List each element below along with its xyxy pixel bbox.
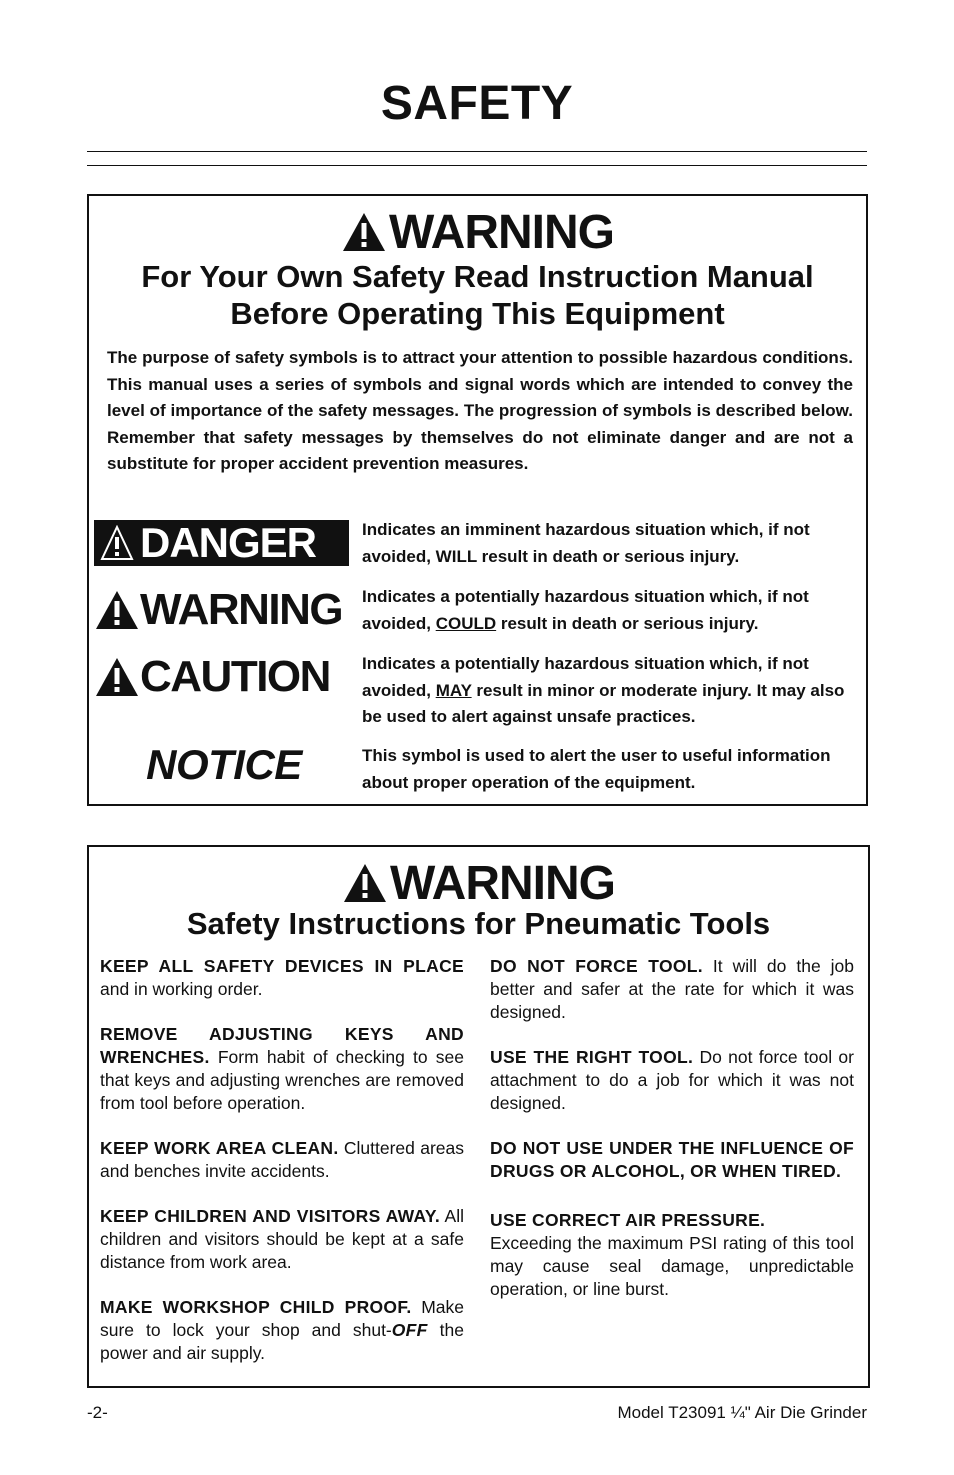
warning-banner-text: WARNING [389, 205, 614, 259]
caution-triangle-icon [94, 656, 140, 698]
instruction-item: USE CORRECT AIR PRESSURE. Exceeding the maximum PSI rating of this tool may cause seal damage, unpredictable operation, or line burst. [490, 1210, 854, 1299]
instruction-item: KEEP CHILDREN AND VISITORS AWAY. All children and visitors should be kept at a safe distance from work area. [100, 1206, 464, 1272]
warning-banner [89, 857, 868, 909]
safety-symbols-box [87, 194, 868, 806]
warning-desc-text: Indicates a potentially hazardous situation which, if not avoided, [362, 587, 809, 633]
danger-symbol [94, 520, 349, 566]
page-number: -2- [87, 1403, 108, 1422]
warning-triangle-icon [342, 862, 388, 904]
warning-triangle-icon [341, 211, 387, 253]
caution-label: CAUTION [140, 652, 330, 701]
instruction-item: DO NOT FORCE TOOL. It will do the job better and safer at the rate for which it was designed. [490, 956, 855, 1022]
pneumatic-subheading: Safety Instructions for Pneumatic Tools [186, 906, 771, 941]
warning-description [362, 584, 857, 637]
instruction-item: DO NOT USE UNDER THE INFLUENCE OF DRUGS OR ALCOHOL, OR WHEN TIRED. [490, 1138, 854, 1181]
instruction-item: KEEP WORK AREA CLEAN. Cluttered areas and benches invite accidents. [100, 1138, 464, 1181]
warning-banner [89, 206, 866, 258]
warning-triangle-icon [94, 589, 140, 631]
instructions-right-column [490, 955, 854, 1323]
notice-description: This symbol is used to alert the user to useful information about proper operation of the equipment. [362, 746, 831, 792]
instructions-left-column [100, 955, 464, 1387]
title-rule-top [87, 151, 867, 152]
danger-label: DANGER [140, 519, 317, 566]
caution-description [362, 651, 857, 731]
notice-label: NOTICE [146, 741, 302, 788]
page-title: SAFETY [380, 77, 574, 130]
instruction-item: KEEP ALL SAFETY DEVICES IN PLACE and in working order. [100, 956, 464, 999]
caution-desc-text-end: result in minor or moderate injury. It may also be used to alert against unsafe practices. [362, 680, 845, 727]
warning-desc-text-end: result in death or serious injury. [496, 613, 759, 633]
warning-label: WARNING [140, 585, 343, 634]
model-footer: Model T23091 ¼" Air Die Grinder [617, 1403, 867, 1422]
danger-description: Indicates an imminent hazardous situation which, if not avoided, WILL result in death or serious injury. [362, 520, 810, 566]
title-rule-bottom [87, 165, 867, 166]
warning-banner-text: WARNING [390, 856, 615, 910]
safety-intro-paragraph: The purpose of safety symbols is to attract your attention to possible hazardous conditions. This manual uses a series of symbols and signal words which are intended to convey the level of importance of the safety messages. The progression of symbols is described below. Remember that safety messages by themselves do not eliminate danger and are not a substitute for proper accident prevention measures. [107, 348, 853, 474]
instruction-item: MAKE WORKSHOP CHILD PROOF. Make sure to lock your shop and shut-OFF the power and air supply. [100, 1297, 464, 1363]
caution-symbol [94, 652, 349, 702]
warning-symbol [94, 585, 349, 635]
safety-subheading-line2: Before Operating This Equipment [230, 296, 725, 331]
instruction-item: USE THE RIGHT TOOL. Do not force tool or attachment to do a job for which it was not designed. [490, 1047, 854, 1113]
safety-subheading-line1: For Your Own Safety Read Instruction Manual [141, 259, 814, 294]
warning-desc-emphasis: COULD [435, 613, 497, 633]
caution-desc-text: Indicates a potentially hazardous situation which, if not avoided, [362, 654, 809, 700]
pneumatic-safety-box [87, 845, 870, 1388]
caution-desc-emphasis: MAY [435, 680, 472, 700]
danger-exclamation-icon [100, 525, 134, 561]
instruction-item: REMOVE ADJUSTING KEYS AND WRENCHES. Form habit of checking to see that keys and adjusting wrenches are removed from tool before operation. [100, 1024, 464, 1113]
